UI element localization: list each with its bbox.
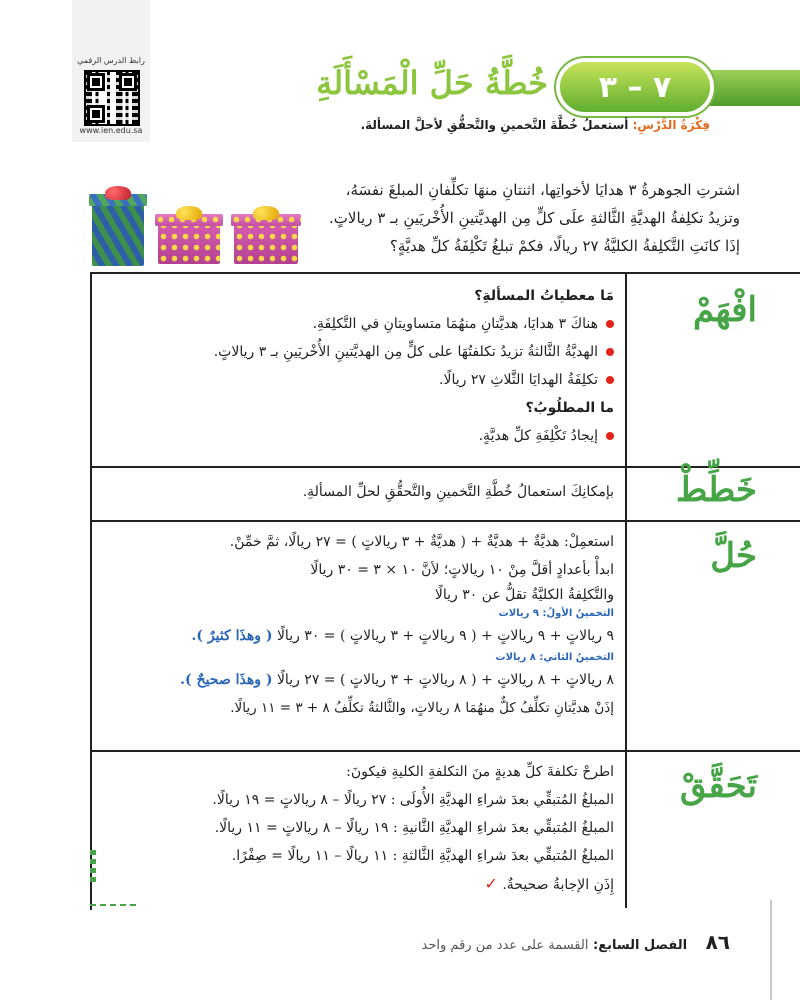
guess-line: ٩ ريالاتٍ + ٩ ريالاتٍ + ( ٩ ريالاتٍ + ٣ ريالاتٍ ) = ٣٠ ريالًا ( وهذَا كثيرٌ ). [191, 628, 614, 644]
column-divider [625, 466, 627, 520]
step-label-understand: افْهَمْ [693, 290, 757, 330]
step-understand [92, 274, 800, 468]
page-edge-line [770, 900, 772, 1000]
qr-finder-icon [119, 73, 137, 91]
check-line: المبلغُ المُتبقِّي بعدَ شراءِ الهديَّةِ الثَّالثةِ : ١١ ريالًا – ١١ ريالًا = صِفْرًا. [231, 848, 614, 864]
step-label-plan: خَطِّطْ [675, 470, 757, 510]
side-decoration [90, 850, 96, 886]
gift-body [92, 200, 144, 266]
solve-line: استعمِلْ: هديَّةٌ + هديَّةٌ + ( هديَّةٌ + ٣ ريالاتٍ ) = ٢٧ ريالًا، ثمَّ خمِّنْ. [229, 534, 614, 550]
guess-label: التخمينُ الثاني: ٨ ريالات [495, 652, 614, 663]
check-line: المبلغُ المُتبقِّي بعدَ شراءِ الهديَّةِ الثَّانيةِ : ١٩ ريالًا – ٨ ريالاتٍ = ١١ ريالًا. [214, 820, 614, 836]
guess-note: ( وهذَا كثيرٌ ). [191, 628, 273, 644]
step-body-plan [104, 478, 614, 506]
required-heading: ما المطلُوبُ؟ [525, 400, 614, 416]
given-item: هناكَ ٣ هدايَا، هديَّتانِ منهُمَا متساويتانِ في التَّكلِفَةِ. [104, 310, 614, 338]
lesson-idea [190, 118, 710, 132]
gift-box-icon [234, 206, 298, 264]
problem-line: وتزيدُ تكلِفةُ الهديَّةِ الثَّالثةِ علَى كلٍّ مِن الهديَّتينِ الأُخْريَينِ بـ ٣ ريالاتٍ. [329, 209, 740, 227]
qr-finder-icon [87, 105, 105, 123]
problem-line: اشترتِ الجوهرةُ ٣ هدايَا لأخواتِها، اثنتانِ منهَا تكلِّفانِ المبلغَ نفسَهُ، [345, 181, 740, 199]
bullet-icon [606, 376, 614, 384]
qr-panel [72, 0, 150, 142]
lesson-title: خُطَّةُ حَلِّ الْمَسْأَلَةِ [316, 64, 548, 102]
lesson-number-badge: ٧ – ٣ [560, 62, 710, 112]
step-label-check: تَحَقَّقْ [680, 766, 757, 806]
guess-label: التخمينُ الأولُ: ٩ ريالات [498, 608, 614, 619]
solve-conclusion: إذَنْ هديَّتانِ تكلِّفُ كلٌّ منهُمَا ٨ ريالاتٍ، والثَّالثةُ تكلِّفُ ٨ + ٣ = ١١ ريالًا. [230, 700, 614, 716]
solve-line: والتَّكلِفةُ الكليَّةُ تقلُّ عن ٣٠ ريالًا [434, 587, 614, 603]
gift-bow-icon [105, 186, 131, 200]
step-label-solve: حُلَّ [710, 536, 757, 576]
gift-bow-icon [176, 206, 202, 220]
bullet-icon [606, 320, 614, 328]
qr-url[interactable]: www.ien.edu.sa [79, 126, 143, 135]
gift-body [234, 220, 298, 264]
step-solve [92, 520, 800, 752]
check-final: إِذَنِ الإجابةُ صحيحةٌ. ✓ [484, 874, 614, 893]
solution-steps-table [90, 272, 800, 910]
check-line: اطرحْ تكلفةَ كلِّ هديةٍ منَ التكلفةِ الكليةِ فيكونَ: [346, 764, 614, 780]
solve-line: ابدأْ بأعدادٍ أقلَّ مِنْ ١٠ ريالاتٍ؛ لأنَّ ١٠ × ٣ = ٣٠ ريالًا [310, 562, 614, 578]
given-item: تكلِفَةُ الهدايَا الثَّلاثِ ٢٧ ريالًا. [104, 366, 614, 394]
guess-note: ( وهذَا صحيحٌ ). [180, 672, 273, 688]
column-divider [625, 520, 627, 750]
step-body-check [104, 758, 614, 899]
qr-finder-icon [87, 73, 105, 91]
problem-statement [260, 176, 740, 260]
column-divider [625, 274, 627, 466]
header-bar [704, 70, 800, 106]
checkmark-icon: ✓ [484, 874, 498, 893]
problem-line: إذَا كانَتِ التَّكلِفةُ الكليَّةُ ٢٧ ريالًا، فكمْ تبلغُ تَكْلِفَةُ كلِّ هديَّةٍ؟ [389, 237, 740, 255]
required-item: إيجادُ تَكْلِفَةِ كلِّ هديَّةٍ. [104, 422, 614, 450]
qr-code-icon[interactable] [84, 70, 140, 126]
qr-caption: رابط الدرس الرقمي [77, 56, 145, 65]
gift-box-icon [158, 206, 220, 264]
lesson-idea-label: فِكْرَةُ الدَّرْسِ: [632, 118, 710, 132]
guess-line: ٨ ريالاتٍ + ٨ ريالاتٍ + ( ٨ ريالاتٍ + ٣ ريالاتٍ ) = ٢٧ ريالًا ( وهذَا صحيحٌ ). [180, 672, 614, 688]
given-item: الهديَّةُ الثَّالثةُ تزيدُ تكلفتُهَا على كلٍّ مِن الهديَّتينِ الأُخْريَينِ بـ ٣ ريالاتٍ. [104, 338, 614, 366]
side-decoration [90, 904, 136, 906]
plan-text: بإمكانِكَ استعمالُ خُطَّةِ التَّخمينِ والتَّحقُّقِ لحلِّ المسألةِ. [302, 484, 614, 500]
page-footer [400, 930, 730, 954]
gift-bow-icon [253, 206, 279, 220]
chapter-title: القسمة على عدد من رقم واحد [421, 938, 589, 953]
chapter-label: الفصل السابع: [593, 938, 688, 953]
step-body-understand [104, 282, 614, 450]
given-heading: مَا معطياتُ المسألةِ؟ [474, 288, 614, 304]
page-number: ٨٦ [705, 930, 730, 954]
step-check [92, 750, 800, 908]
check-line: المبلغُ المُتبقِّي بعدَ شراءِ الهديَّةِ الأُولَى : ٢٧ ريالًا – ٨ ريالاتٍ = ١٩ ريالًا. [212, 792, 614, 808]
gift-box-icon [92, 186, 144, 266]
lesson-idea-text: أستعملُ خُطَّةَ التَّخمينِ والتَّحقُّقِ لأحلَّ المسألةَ. [360, 118, 629, 132]
gift-body [158, 220, 220, 264]
step-plan [92, 466, 800, 522]
column-divider [625, 750, 627, 908]
bullet-icon [606, 432, 614, 440]
bullet-icon [606, 348, 614, 356]
step-body-solve [104, 528, 614, 722]
